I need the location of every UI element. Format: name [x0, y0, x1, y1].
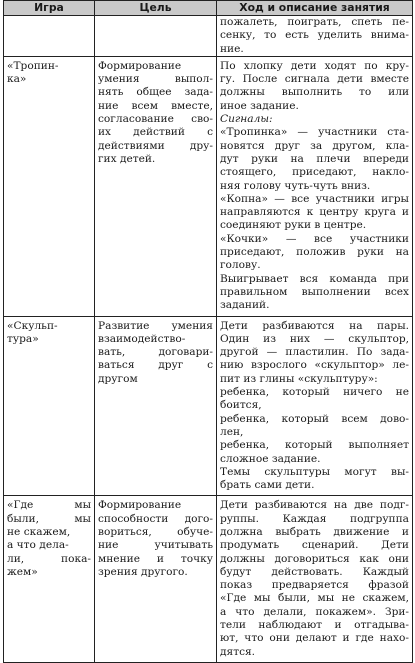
text-line: нять общее зада- — [98, 86, 213, 99]
games-table — [3, 0, 413, 663]
text-line: сложное задание. — [220, 452, 321, 465]
text-line: Выигрывает вся команда при — [220, 272, 409, 285]
text-line: пожалеть, поиграть, спеть пе- — [220, 16, 409, 28]
text-line: «Тропинка» — участники ста- — [220, 126, 409, 139]
text-line: Формирование — [98, 59, 182, 72]
text-line: ребенка, который ничего не — [220, 386, 409, 399]
text-line: соединяют руки в центре. — [220, 219, 367, 232]
text-line: нию взрослого «скульптор» ле- — [220, 359, 409, 372]
header-description: Ход и описание занятия — [217, 1, 413, 16]
text-line: «Где мы — [7, 499, 91, 512]
text-line: Развитие умения — [98, 319, 213, 332]
text-line: Один из них — скульптор, — [220, 332, 409, 345]
text-line: правильном выполнении всех — [220, 285, 409, 298]
text-line: не скажем, — [7, 525, 71, 538]
text-line: приседают, положив руки на — [220, 246, 409, 259]
header-game: Игра — [4, 1, 95, 16]
text-line: мнение и точку — [98, 552, 213, 565]
text-line: «Тропин- — [7, 59, 59, 72]
description-cell — [217, 16, 413, 57]
text-line: стоящего, приседают, накло- — [220, 166, 409, 179]
text-line: должны выполнить то или — [220, 86, 409, 99]
header-goal: Цель — [95, 1, 217, 16]
text-line: лен, — [220, 425, 244, 438]
table-row — [4, 56, 413, 316]
game-cell — [4, 496, 95, 663]
text-line: взаимодейство- — [98, 332, 186, 345]
text-line: будут действовать. Каждый — [220, 565, 409, 578]
text-line: боится, — [220, 399, 262, 412]
text-line: должна выбрать движение и — [220, 525, 409, 538]
text-line: руппы. Каждая подгруппа — [220, 512, 409, 525]
text-line: показ предваряется фразой — [220, 579, 409, 592]
description-cell — [217, 56, 413, 316]
text-line: иное задание. — [220, 99, 299, 112]
text-line: умения выпол- — [98, 73, 213, 86]
text-line: способности дого- — [98, 512, 213, 525]
text-line: брать сами дети. — [220, 479, 315, 492]
game-cell — [4, 316, 95, 496]
text-line: Темы скульптуры могут вы- — [220, 465, 409, 478]
goal-cell — [95, 496, 217, 663]
text-line: Дети разбиваются на две подг- — [220, 499, 409, 512]
text-line: ребенка, который всем дово- — [220, 412, 409, 425]
text-line: действиями дру- — [98, 139, 213, 152]
text-line: а что дела- — [7, 539, 69, 552]
text-line: жем» — [7, 565, 38, 578]
text-line: зрения другого. — [98, 565, 188, 578]
text-line: ваться друг с другом — [98, 359, 213, 385]
text-line: няя голову чуть-чуть вниз. — [220, 179, 371, 192]
text-line: были, мы — [7, 512, 91, 525]
text-line: другой — пластилин. По зада- — [220, 346, 409, 359]
text-line: согласование сво- — [98, 113, 213, 126]
table-row — [4, 16, 413, 57]
text-line: ние. — [220, 42, 244, 55]
text-line: новятся друг за другом, кла- — [220, 139, 409, 152]
text-line: заданий. — [220, 299, 270, 312]
text-line: пит из глины «скульптуру»: — [220, 372, 378, 385]
text-line: Дети разбиваются на пары. — [220, 319, 409, 332]
text-line: тели наблюдают и отгадыва- — [220, 619, 409, 632]
text-line: должны договориться как они — [220, 552, 409, 565]
goal-cell — [95, 16, 217, 57]
text-line: гих детей. — [98, 152, 156, 165]
text-line: ли, пока- — [7, 552, 91, 565]
text-line: ют, что они делают и где нахо- — [220, 632, 409, 645]
text-line: ребенка, который выполняет — [220, 439, 409, 452]
text-line: продумать сценарий. Дети — [220, 539, 409, 552]
table-row — [4, 316, 413, 496]
goal-cell — [95, 56, 217, 316]
description-cell — [217, 316, 413, 496]
text-line: «Копна» — все участники игры — [220, 192, 409, 205]
game-cell — [4, 16, 95, 57]
description-cell — [217, 496, 413, 663]
text-line: дятся. — [220, 645, 256, 658]
text-line: По хлопку дети ходят по кру- — [220, 59, 409, 72]
text-line: ние учитывать — [98, 539, 213, 552]
text-line: гу. После сигнала дети вместе — [220, 73, 409, 86]
text-line: направляются к центру круга и — [220, 206, 409, 219]
text-line: вать, договари- — [98, 346, 213, 359]
text-line: ние всем вместе, — [98, 99, 213, 112]
text-line: их действий с — [98, 126, 213, 139]
text-line: «Кочки» — все участники — [220, 232, 409, 245]
text-line: сенку, то есть уделить внима- — [220, 29, 409, 42]
text-line: голову. — [220, 259, 261, 272]
table-row — [4, 496, 413, 663]
text-line: а что делали, покажем». Зри- — [220, 605, 409, 618]
text-line: тура» — [7, 332, 39, 345]
text-line: «Скульп- — [7, 319, 58, 332]
text-line: Сигналы: — [220, 113, 273, 126]
header-row — [4, 1, 413, 16]
text-line: вориться, обуче- — [98, 525, 213, 538]
game-cell — [4, 56, 95, 316]
text-line: «Где мы были, мы не скажем, — [220, 592, 409, 605]
goal-cell — [95, 316, 217, 496]
text-line: дут руки на плечи впереди — [220, 152, 409, 165]
text-line: ка» — [7, 73, 27, 86]
text-line: Формирование — [98, 499, 182, 512]
